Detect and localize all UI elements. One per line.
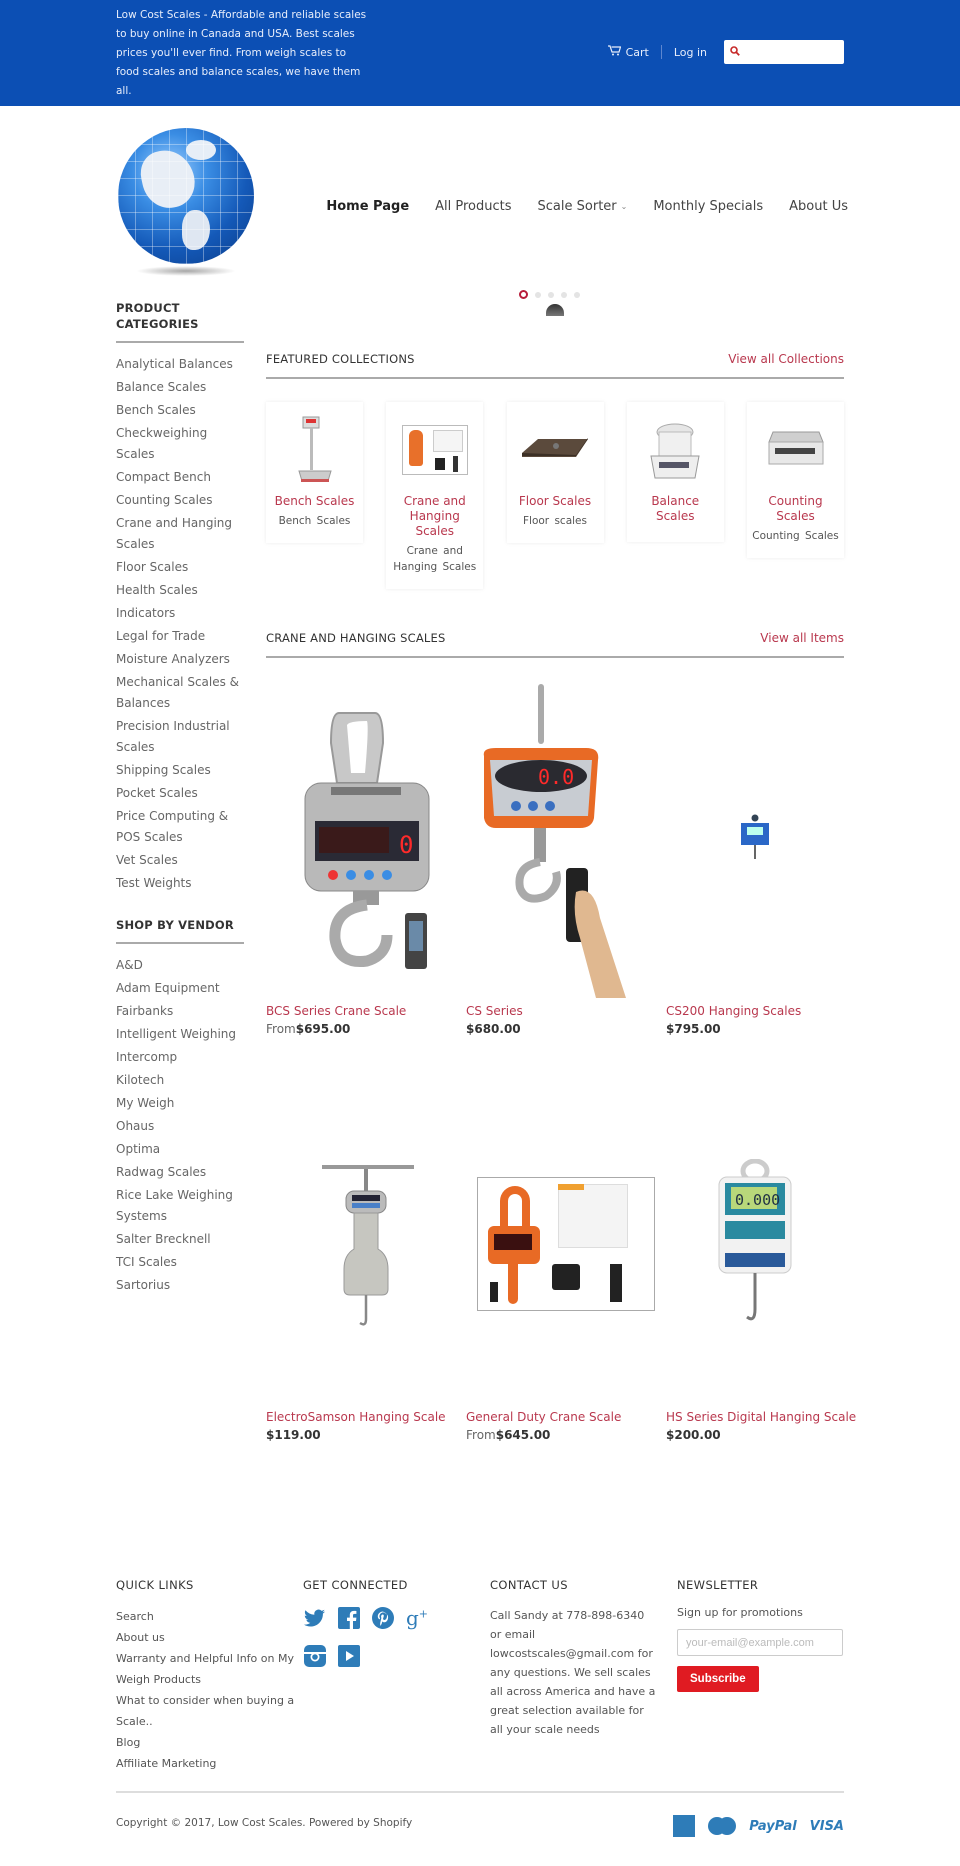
bench-scale-image [270,414,359,486]
category-link[interactable]: Vet Scales [116,853,178,867]
social-links [303,1606,490,1668]
product-price: $680.00 [466,1022,521,1036]
vendor-link[interactable]: Ohaus [116,1119,155,1133]
footer-link-affiliate[interactable]: Affiliate Marketing [116,1757,217,1770]
product-card[interactable] [266,1084,466,1442]
vendor-link[interactable]: My Weigh [116,1096,175,1110]
vendor-link[interactable]: Fairbanks [116,1004,174,1018]
google-plus-icon[interactable]: g+ [405,1606,429,1630]
vendor-link[interactable]: Sartorius [116,1278,171,1292]
copyright-text: Copyright © 2017, Low Cost Scales. Powered by Shopify [116,1817,413,1829]
globe-logo-icon [118,128,254,264]
product-grid [266,678,857,1442]
collection-description: Floor scales [523,515,587,527]
section-header [266,631,844,658]
slideshow [266,276,844,356]
category-link[interactable]: Shipping Scales [116,763,211,777]
vendor-link[interactable]: Radwag Scales [116,1165,207,1179]
contact-heading: CONTACT US [490,1578,568,1592]
floor-scale-image [511,414,600,486]
search-box[interactable] [724,40,844,64]
category-link[interactable]: Mechanical Scales & Balances [116,675,240,710]
product-card[interactable] [666,678,844,1036]
collection-name: Crane and Hanging Scales [403,494,466,538]
collection-description: Crane and Hanging Scales [393,545,477,573]
electrosamson-image [266,1084,466,1404]
youtube-icon[interactable] [337,1644,361,1668]
section-header [266,352,844,379]
footer-link-buying-guide[interactable]: What to consider when buying a Scale.. [116,1694,295,1728]
counting-scale-image [751,414,840,486]
product-card[interactable] [466,1084,666,1442]
slide-dot[interactable] [574,292,580,298]
category-link[interactable]: Test Weights [116,876,192,890]
collection-description: Bench Scales [278,515,351,527]
svg-text:0.000: 0.000 [735,1191,781,1209]
vendor-link[interactable]: Kilotech [116,1073,165,1087]
category-link[interactable]: Compact Bench [116,470,211,484]
category-link[interactable]: Pocket Scales [116,786,198,800]
site-header [0,106,960,276]
category-link[interactable]: Bench Scales [116,403,196,417]
featured-collections [266,352,844,589]
categories-heading: PRODUCT CATEGORIES [116,300,244,343]
cart-label: Cart [625,45,649,59]
site-footer [116,1578,844,1774]
slide-image-peek [546,304,564,316]
top-bar [0,0,960,106]
twitter-icon[interactable] [303,1606,327,1630]
product-name: CS Series [466,1004,523,1018]
product-price: $795.00 [666,1022,721,1036]
vendor-link[interactable]: Rice Lake Weighing Systems [116,1188,233,1223]
footer-link-warranty[interactable]: Warranty and Helpful Info on My Weigh Products [116,1652,294,1686]
mastercard-icon [708,1817,736,1835]
instagram-icon[interactable] [303,1644,327,1668]
vendor-list [116,954,244,1297]
collection-card[interactable] [747,402,844,558]
collection-card[interactable] [507,402,604,543]
product-card[interactable] [666,1084,857,1442]
product-name: BCS Series Crane Scale [266,1004,407,1018]
slide-dot-active[interactable] [519,290,528,299]
nav-all-products[interactable]: All Products [435,199,512,214]
view-all-collections-link[interactable]: View all Collections [728,352,844,366]
footer-divider [116,1791,844,1793]
category-link[interactable]: Crane and Hanging Scales [116,516,233,551]
visa-icon: VISA [809,1818,844,1834]
category-list [116,353,244,895]
vendor-heading: SHOP BY VENDOR [116,917,244,944]
slide-dot[interactable] [548,292,554,298]
category-link[interactable]: Indicators [116,606,176,620]
collection-name: Counting Scales [768,494,823,523]
subscribe-button[interactable]: Subscribe [677,1666,759,1692]
category-link[interactable]: Legal for Trade [116,629,206,643]
product-price: From$695.00 [266,1022,351,1036]
slideshow-pagination [519,290,580,299]
cs-series-image [466,678,666,998]
vendor-link[interactable]: Intercomp [116,1050,178,1064]
footer-link-search[interactable]: Search [116,1610,154,1623]
svg-text:0.0: 0.0 [538,765,575,789]
vendor-link[interactable]: TCI Scales [116,1255,177,1269]
newsletter [677,1578,844,1774]
payment-methods [673,1815,844,1837]
get-connected-heading: GET CONNECTED [303,1578,408,1592]
search-input[interactable] [744,42,840,62]
cart-link[interactable] [608,45,649,59]
footer-link-blog[interactable]: Blog [116,1736,141,1749]
cs200-hanging-scale-image [666,678,844,998]
get-connected [303,1578,490,1774]
hs-series-hanging-image [666,1084,844,1404]
store-logo[interactable] [116,128,266,278]
slide-dot[interactable] [561,292,567,298]
sidebar [116,300,244,1319]
product-card[interactable] [266,678,466,1036]
category-link[interactable]: Moisture Analyzers [116,652,230,666]
balance-scale-image [631,414,720,486]
nav-about-us[interactable]: About Us [789,199,848,214]
chevron-down-icon: ⌄ [620,202,628,211]
contact-text: Call Sandy at 778-898-6340 or email lowcostscales@gmail.com for any questions. We sell scales all across America and have a great selection available for all your scale needs [490,1609,656,1736]
category-link[interactable]: Counting Scales [116,493,213,507]
collection-name: Bench Scales [274,494,355,508]
category-link[interactable]: Precision Industrial Scales [116,719,230,754]
collection-name: Floor Scales [518,494,592,508]
cart-icon [608,45,621,59]
amex-icon [673,1815,695,1837]
product-name: HS Series Digital Hanging Scale [666,1410,857,1424]
vendor-link[interactable]: Optima [116,1142,161,1156]
nav-scale-sorter[interactable]: Scale Sorter ⌄ [537,199,628,214]
store-tagline: Low Cost Scales - Affordable and reliable scales to buy online in Canada and USA. Best scales prices you'll ever find. From weigh scales to food scales and balance scales, we have them all. [116,9,367,97]
vendor-link[interactable]: Adam Equipment [116,981,220,995]
product-price: $119.00 [266,1428,321,1442]
category-link[interactable]: Floor Scales [116,560,189,574]
quick-links-heading: QUICK LINKS [116,1578,194,1592]
product-name: ElectroSamson Hanging Scale [266,1410,446,1424]
divider [661,45,662,59]
slide-dot[interactable] [535,292,541,298]
category-link[interactable]: Price Computing & POS Scales [116,809,229,844]
pinterest-icon[interactable] [371,1606,395,1630]
bcs-crane-scale-image [266,678,466,998]
product-price: From$645.00 [466,1428,551,1442]
main-column [266,276,857,1442]
section-title: FEATURED COLLECTIONS [266,352,415,366]
newsletter-email-input[interactable] [677,1629,843,1656]
newsletter-heading: NEWSLETTER [677,1578,759,1592]
nav-monthly-specials[interactable]: Monthly Specials [653,199,764,214]
product-name: General Duty Crane Scale [466,1410,622,1424]
vendor-link[interactable]: A&D [116,958,143,972]
section-title: CRANE AND HANGING SCALES [266,631,446,645]
newsletter-note: Sign up for promotions [677,1606,803,1619]
category-link[interactable]: Balance Scales [116,380,207,394]
category-link[interactable]: Health Scales [116,583,198,597]
collection-description: Counting Scales [752,530,839,542]
search-icon [730,45,740,59]
general-duty-crane-image [466,1084,666,1404]
vendor-link[interactable]: Salter Brecknell [116,1232,211,1246]
category-link[interactable]: Checkweighing Scales [116,426,208,461]
header-utilities [608,40,844,64]
paypal-icon: PayPal [749,1818,797,1834]
svg-text:0: 0 [399,831,414,859]
nav-home-page[interactable]: Home Page [326,199,410,214]
main-navigation [326,199,848,214]
view-all-items-link[interactable]: View all Items [760,631,844,645]
product-name: CS200 Hanging Scales [666,1004,802,1018]
footer-link-about[interactable]: About us [116,1631,165,1644]
collection-card[interactable] [627,402,724,542]
product-card[interactable] [466,678,666,1036]
login-link[interactable]: Log in [673,45,707,59]
facebook-icon[interactable] [337,1606,361,1630]
collection-card[interactable] [386,402,483,589]
quick-links [116,1578,303,1774]
collection-name: Balance Scales [651,494,700,523]
contact-us [490,1578,677,1774]
collection-card[interactable] [266,402,363,543]
collection-grid [266,402,844,589]
crane-hanging-section [266,631,857,1442]
vendor-link[interactable]: Intelligent Weighing [116,1027,237,1041]
product-price: $200.00 [666,1428,721,1442]
category-link[interactable]: Analytical Balances [116,357,233,371]
crane-scale-image [390,414,479,486]
